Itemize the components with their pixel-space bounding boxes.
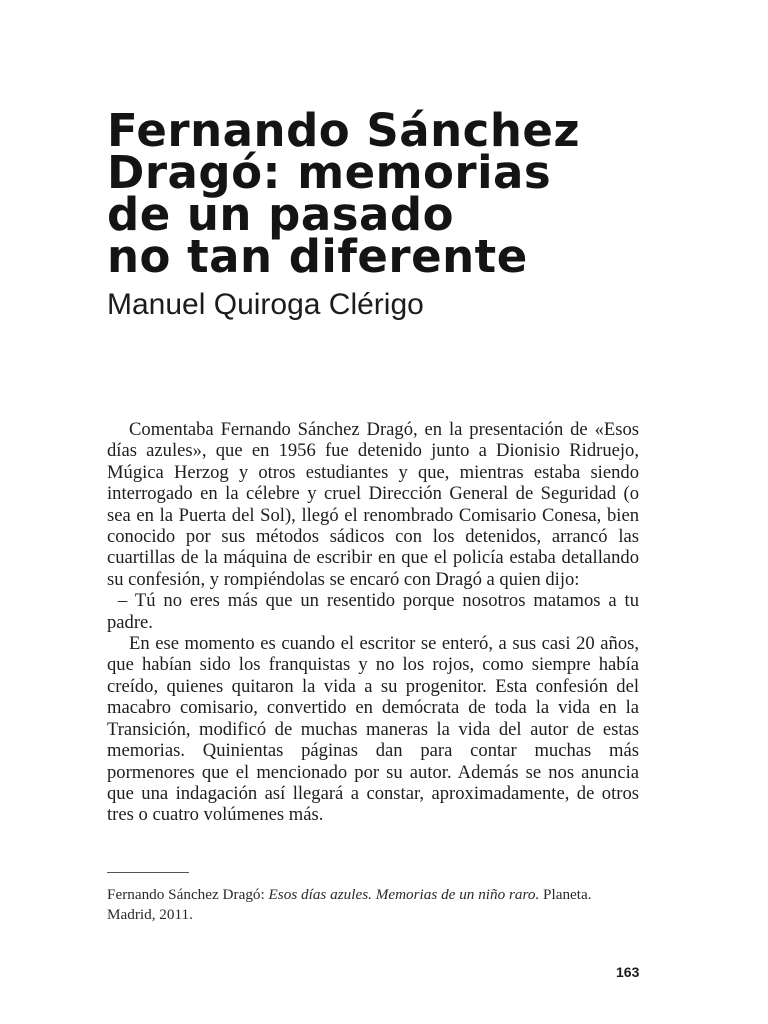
article-author: Manuel Quiroga Clérigo — [107, 288, 424, 321]
body-paragraph-2: En ese momento es cuando el escritor se enteró, a sus casi 20 años, que habían sido los franquistas y no los rojos, como siempre había creído, quienes quitaron la vida a su progenitor. Esta confesión del macabro comisario, convertido en demócrata de toda la vida en la Transición, modificó de muchas maneras la vida del autor de estas memorias. Quinientas páginas dan para contar muchas más pormenores que el mencionado por su autor. Además se nos anuncia que una indagación así llegará a constar, aproximadamente, de otros tres o cuatro volúmenes más. — [107, 633, 639, 826]
article-title-line-3: de un pasado — [107, 188, 454, 241]
article-title-line-2: Dragó: memorias — [107, 146, 552, 199]
body-paragraph-1: Comentaba Fernando Sánchez Dragó, en la presentación de «Esos días azules», que en 1956 fue detenido junto a Dionisio Ridruejo, Múgica Herzog y otros estudiantes y que, mientras estaba siendo interrogado en la célebre y cruel Dirección General de Seguridad (o sea en la Puerta del Sol), llegó el renombrado Comisario Conesa, bien conocido por sus métodos sádicos con los detenidos, arrancó las cuartillas de la máquina de escribir en que el policía estaba detallando su confesión, y rompiéndolas se encaró con Dragó a quien dijo: — [107, 419, 639, 590]
footnote-divider — [107, 872, 189, 873]
footnote-author: Fernando Sánchez Dragó: — [107, 886, 269, 903]
body-paragraph-dialog: – Tú no eres más que un resentido porque nosotros matamos a tu padre. — [107, 590, 639, 633]
article-body — [107, 419, 639, 826]
article-title-line-4: no tan diferente — [107, 230, 528, 283]
footnote-publisher-info: Planeta. Madrid, 2011. — [107, 886, 592, 923]
article-title — [107, 104, 667, 283]
footnote-book-title: Esos días azules. Memorias de un niño raro. — [268, 886, 540, 903]
footnote — [107, 885, 639, 925]
article-title-line-1: Fernando Sánchez — [107, 104, 581, 157]
page-number: 163 — [616, 964, 640, 980]
